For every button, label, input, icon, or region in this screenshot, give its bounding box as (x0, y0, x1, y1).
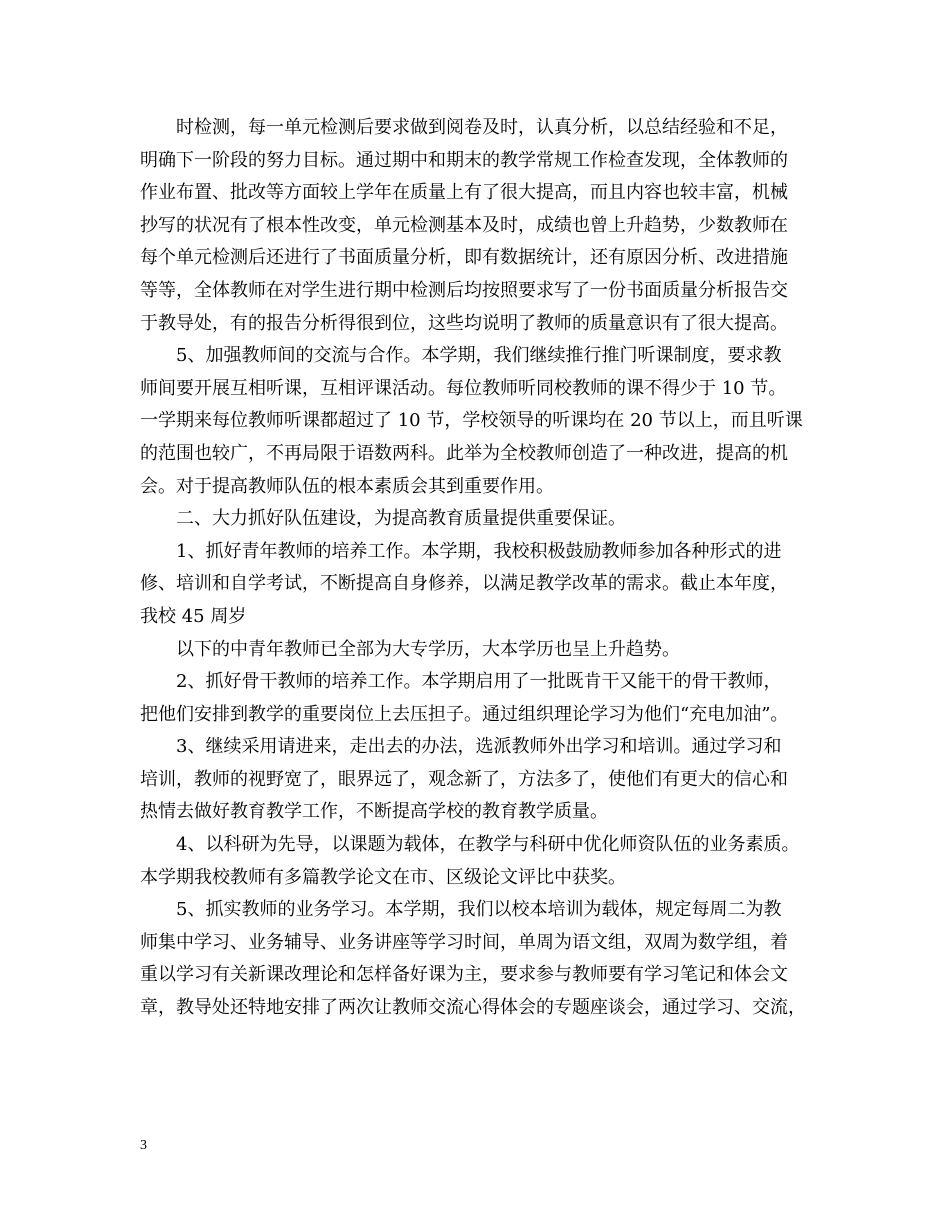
text-line: 章，教导处还特地安排了两次让教师交流心得体会的专题座谈会，通过学习、交流， (140, 997, 806, 1019)
text-line: 5、抓实教师的业务学习。本学期，我们以校本培训为载体，规定每周二为教 (176, 899, 782, 921)
text-line: 明确下一阶段的努力目标。通过期中和期末的教学常规工作检查发现，全体教师的 (140, 149, 788, 171)
text-line: 每个单元检测后还进行了书面质量分析，即有数据统计，还有原因分析、改进措施 (140, 247, 788, 269)
body-text (140, 112, 810, 1025)
text-line: 3、继续采用请进来，走出去的办法，选派教师外出学习和培训。通过学习和 (176, 736, 782, 758)
text-line: 师间要开展互相听课，互相评课活动。每位教师听同校教师的课不得少于 10 节。 (140, 377, 787, 399)
text-line: 的范围也较广，不再局限于语数两科。此举为全校教师创造了一种改进，提高的机 (140, 442, 788, 464)
text-line: 重以学习有关新课改理论和怎样备好课为主，要求参与教师要有学习笔记和体会文 (140, 964, 788, 986)
text-line: 培训，教师的视野宽了，眼界远了，观念新了，方法多了，使他们有更大的信心和 (140, 768, 788, 790)
text-line: 2、抓好骨干教师的培养工作。本学期启用了一批既肯干又能干的骨干教师， (176, 671, 782, 693)
text-line: 师集中学习、业务辅导、业务讲座等学习时间，单周为语文组，双周为数学组，着 (140, 931, 788, 953)
text-line: 会。对于提高教师队伍的根本素质会其到重要作用。 (140, 475, 554, 497)
text-line: 热情去做好教育教学工作，不断提高学校的教育教学质量。 (140, 801, 608, 823)
text-line: 把他们安排到教学的重要岗位上去压担子。通过组织理论学习为他们“充电加油”。 (140, 703, 789, 725)
text-line: 1、抓好青年教师的培养工作。本学期，我校积极鼓励教师参加各种形式的进 (176, 540, 782, 562)
text-line: 本学期我校教师有多篇教学论文在市、区级论文评比中获奖。 (140, 866, 626, 888)
text-line: 作业布置、批改等方面较上学年在质量上有了很大提高，而且内容也较丰富，机械 (140, 182, 788, 204)
text-line: 一学期来每位教师听课都超过了 10 节，学校领导的听课均在 20 节以上，而且听课 (140, 410, 803, 432)
text-line: 以下的中青年教师已全部为大专学历，大本学历也呈上升趋势。 (176, 638, 680, 660)
text-line: 5、加强教师间的交流与合作。本学期，我们继续推行推门听课制度，要求教 (176, 345, 782, 367)
page-number: 3 (140, 1138, 147, 1153)
text-line: 二、大力抓好队伍建设，为提高教育质量提供重要保证。 (176, 508, 626, 530)
text-line: 等等，全体教师在对学生进行期中检测后均按照要求写了一份书面质量分析报告交 (140, 279, 788, 301)
text-line: 于教导处，有的报告分析得很到位，这些均说明了教师的质量意识有了很大提高。 (140, 312, 788, 334)
text-line: 修、培训和自学考试，不断提高自身修养，以满足教学改革的需求。截止本年度， (140, 573, 788, 595)
text-line: 时检测，每一单元检测后要求做到阅卷及时，认真分析，以总结经验和不足， (176, 117, 788, 138)
text-line: 抄写的状况有了根本性改变，单元检测基本及时，成绩也曾上升趋势，少数教师在 (140, 214, 788, 236)
text-line: 我校 45 周岁 (140, 605, 247, 627)
text-line: 4、以科研为先导，以课题为载体，在教学与科研中优化师资队伍的业务素质。 (176, 834, 800, 856)
